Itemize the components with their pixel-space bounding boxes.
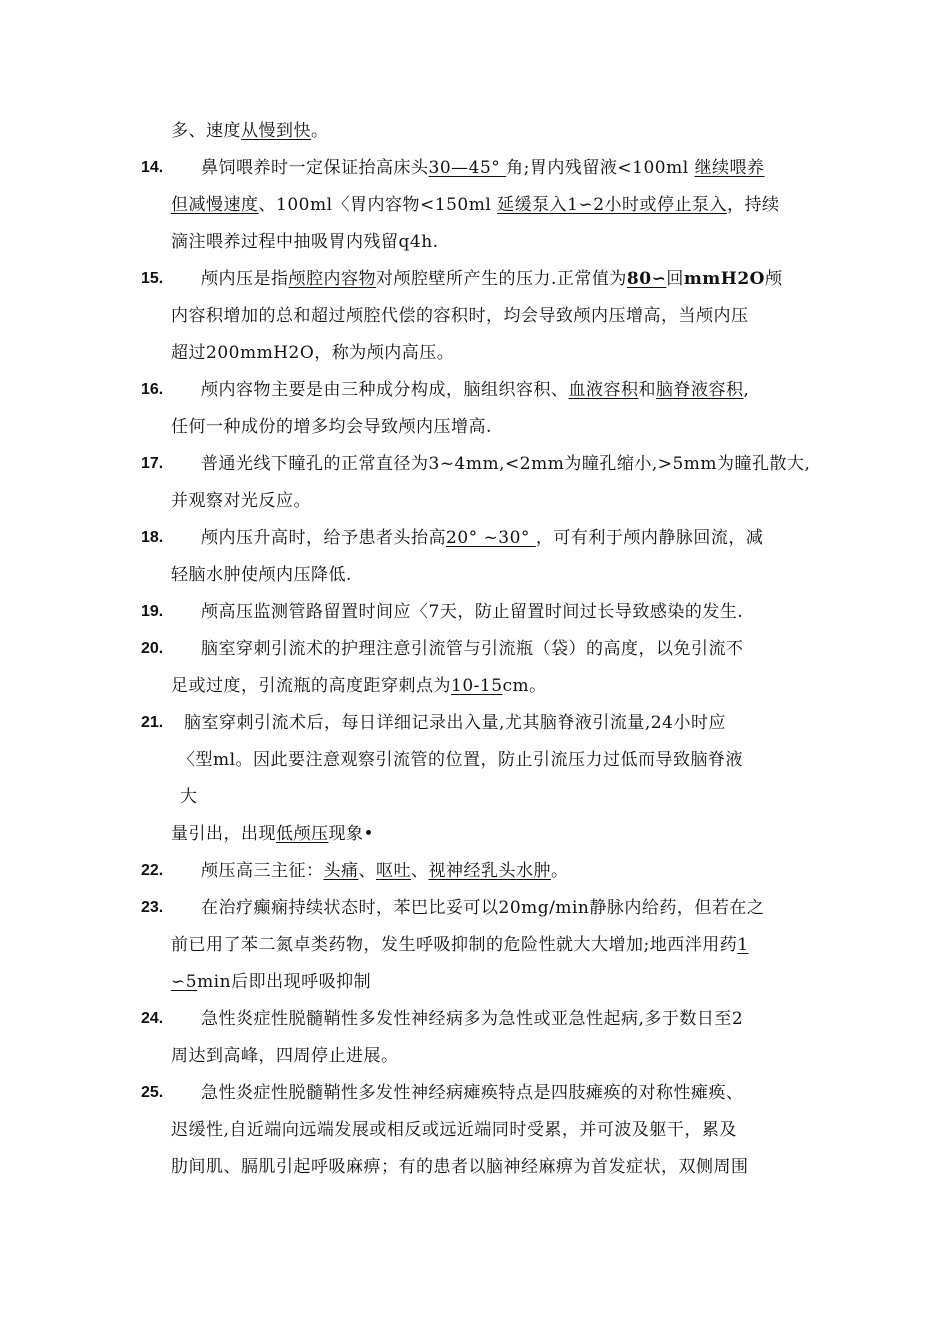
text-segment: 、 (411, 861, 429, 881)
underlined-term: 30—45° (428, 158, 507, 178)
item-number: 15. (141, 270, 164, 287)
text-line (171, 1154, 749, 1180)
text-segment: 肋间肌、膈肌引起呼吸麻痹；有的患者以脑神经麻痹为首发症状，双侧周围 (171, 1157, 749, 1177)
text-line (171, 821, 374, 847)
text-segment: 迟缓性,自近端向远端发展或相反或远近端同时受累，并可波及躯干，累及 (171, 1120, 737, 1140)
text-segment: 对颅腔壁所产生的压力.正常值为 (376, 269, 627, 289)
underlined-term: 从慢到快 (241, 121, 311, 141)
item-number: 21. (141, 714, 164, 731)
text-segment: 鼻饲喂养时一定保证抬高床头 (201, 158, 429, 178)
text-segment: 颅内压是指 (201, 269, 289, 289)
underlined-term: 低颅压 (276, 824, 329, 844)
text-line (171, 1043, 399, 1069)
text-segment: 、100ml〈胃内容物<150ml (258, 195, 498, 215)
text-segment: 并观察对光反应。 (171, 491, 311, 511)
text-segment: cm。 (502, 676, 547, 696)
text-segment: 急性炎症性脱髓鞘性多发性神经病多为急性或亚急性起病,多于数日至2 (201, 1009, 744, 1029)
text-line (201, 377, 749, 403)
underlined-term: 但减慢速度 (171, 195, 259, 215)
text-segment: 。 (311, 121, 329, 141)
text-line (171, 229, 439, 255)
item-number: 24. (141, 1010, 164, 1027)
underlined-term: ∽5 (171, 972, 198, 992)
text-line (201, 636, 744, 662)
item-number: 20. (141, 640, 164, 657)
underlined-term: 10-15 (451, 676, 503, 696)
item-number: 19. (141, 603, 164, 620)
underlined-term: 继续喂养 (694, 158, 765, 178)
text-line (201, 599, 743, 625)
text-line (171, 932, 749, 958)
item-number: 22. (141, 862, 164, 879)
text-segment: 脑室穿刺引流术的护理注意引流管与引流瓶（袋）的高度，以免引流不 (201, 639, 744, 659)
underlined-term: 脑脊液容积 (656, 380, 744, 400)
text-segment: 量引出，出现 (171, 824, 276, 844)
text-line (184, 710, 726, 736)
text-line (171, 192, 780, 218)
text-segment: 颅内压升高时，给予患者头抬高 (201, 528, 446, 548)
text-segment: 、 (358, 861, 376, 881)
underlined-term: 延缓泵入1∽2小时或停止泵入 (497, 195, 728, 215)
text-segment: 周达到高峰，四周停止进展。 (171, 1046, 399, 1066)
text-line (201, 525, 763, 551)
item-number: 18. (141, 529, 164, 546)
text-segment: 颅 (765, 269, 783, 289)
text-segment: 〈型ml。因此要注意观察引流管的位置，防止引流压力过低而导致脑脊液 (178, 750, 744, 770)
underlined-term: 1 (737, 935, 749, 955)
text-line (201, 451, 810, 477)
underlined-term: 头痛 (323, 861, 359, 881)
text-segment: 大 (180, 787, 198, 807)
text-line (201, 895, 764, 921)
text-line (171, 303, 749, 329)
text-segment: , (743, 380, 750, 400)
underlined-term: 80∽ (626, 269, 667, 289)
text-segment: 前已用了苯二氮卓类药物，发生呼吸抑制的危险性就大大增加;地西泮用药 (171, 935, 738, 955)
text-segment: mmH2O (683, 269, 765, 289)
text-line (180, 784, 198, 810)
text-segment: 普通光线下瞳孔的正常直径为3~4mm,<2mm为瞳孔缩小,>5mm为瞳孔散大, (201, 454, 811, 474)
text-segment: ，持续 (727, 195, 780, 215)
underlined-term: 呕吐 (376, 861, 411, 881)
text-segment: 多、速度 (171, 121, 241, 141)
item-number: 16. (141, 381, 164, 398)
underlined-term: 血液容积 (568, 380, 639, 400)
text-segment: 回 (666, 269, 684, 289)
text-line (171, 1117, 737, 1143)
text-segment: 现象• (328, 824, 375, 844)
text-segment: 脑室穿刺引流术后，每日详细记录出入量,尤其脑脊液引流量,24小时应 (184, 713, 726, 733)
underlined-term: 视神经乳头水肿 (428, 861, 551, 881)
text-line (201, 155, 765, 181)
text-segment: 角;胃内残留液<100ml (506, 158, 695, 178)
text-line (178, 747, 743, 773)
text-segment: 在治疗癫痫持续状态时，苯巴比妥可以20mg/min静脉内给药，但若在之 (201, 898, 765, 918)
text-line (201, 266, 783, 292)
text-line (201, 1006, 743, 1032)
text-line (201, 858, 569, 884)
text-segment: 内容积增加的总和超过颅腔代偿的容积时，均会导致颅内压增高，当颅内压 (171, 306, 749, 326)
text-segment: 任何一种成份的增多均会导致颅内压增高. (171, 417, 492, 437)
text-line (171, 562, 352, 588)
item-number: 17. (141, 455, 164, 472)
text-line (171, 673, 547, 699)
text-segment: 急性炎症性脱髓鞘性多发性神经病瘫痪特点是四肢瘫痪的对称性瘫痪、 (201, 1083, 744, 1103)
text-line (171, 969, 371, 995)
text-segment: 超过200mmH2O，称为颅内高压。 (171, 343, 455, 363)
underlined-term: 颅腔内容物 (288, 269, 376, 289)
item-number: 23. (141, 899, 164, 916)
text-segment: 颅高压监测管路留置时间应〈7天，防止留置时间过长导致感染的发生. (201, 602, 744, 622)
text-segment: 滴注喂养过程中抽吸胃内残留q4h. (171, 232, 439, 252)
text-segment: 。 (551, 861, 569, 881)
item-number: 25. (141, 1084, 164, 1101)
text-segment: 轻脑水肿使颅内压降低. (171, 565, 352, 585)
text-segment: 颅内容物主要是由三种成分构成，脑组织容积、 (201, 380, 569, 400)
text-segment: 足或过度，引流瓶的高度距穿刺点为 (171, 676, 451, 696)
text-segment: 和 (638, 380, 656, 400)
text-segment: 颅压高三主征： (201, 861, 324, 881)
text-line (201, 1080, 744, 1106)
text-line (171, 414, 492, 440)
text-segment: ，可有利于颅内静脉回流，减 (535, 528, 764, 548)
text-segment: min后即出现呼吸抑制 (197, 972, 372, 992)
underlined-term: 20° ~30° (446, 528, 536, 548)
text-line (171, 118, 329, 144)
text-line (171, 340, 454, 366)
item-number: 14. (141, 159, 164, 176)
text-line (171, 488, 311, 514)
